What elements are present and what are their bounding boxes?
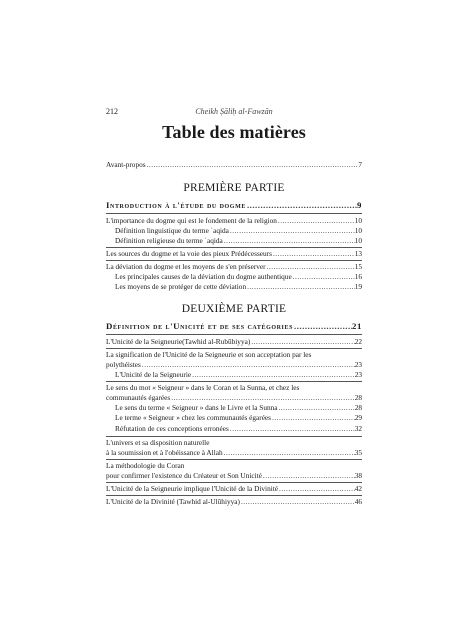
chapter-page: 21	[352, 321, 362, 331]
toc-entry-page: 10	[354, 226, 362, 235]
toc-entry-page: 38	[354, 470, 362, 480]
toc-entry[interactable]	[106, 262, 362, 272]
toc-entry[interactable]	[106, 461, 362, 480]
leader-dots	[223, 236, 355, 246]
leader-dots	[146, 160, 359, 170]
leader-dots	[293, 322, 352, 332]
section-rule	[106, 436, 362, 437]
toc-entry-page: 29	[354, 413, 362, 422]
toc-entry-label: polythéistes	[106, 359, 141, 369]
toc-entry-label: Définition linguistique du terme ʿaqida	[115, 226, 229, 235]
toc-entry[interactable]	[106, 484, 362, 494]
section-rule	[106, 348, 362, 349]
leader-dots	[266, 262, 355, 272]
chapter-heading-1[interactable]	[106, 201, 362, 211]
toc-entry-page: 22	[354, 337, 362, 346]
toc-entry[interactable]	[106, 337, 362, 347]
toc-entry-label-line1: L'univers et sa disposition naturelle	[106, 438, 210, 447]
toc-entry-label: à la soumission et à l'obéissance à Allah	[106, 447, 223, 457]
toc-subentry[interactable]	[115, 282, 362, 292]
toc-subentry[interactable]	[115, 424, 362, 434]
toc-entry-label-line1: La méthodologie du Coran	[106, 461, 185, 470]
toc-entry-label: Le terme « Seigneur » chez les communautés égarées	[115, 413, 272, 422]
toc-entry-page: 23	[354, 359, 362, 369]
toc-entry-label: Les moyens de se protéger de cette déviation	[115, 282, 247, 291]
toc-entry[interactable]	[106, 216, 362, 226]
leader-dots	[271, 413, 355, 423]
toc-entry[interactable]	[106, 249, 362, 259]
part-heading-1: PREMIÈRE PARTIE	[183, 182, 285, 194]
section-rule	[106, 482, 362, 483]
toc-entry-label: Le sens du terme « Seigneur » dans le Livre et la Sunna	[115, 403, 278, 412]
toc-entry-label: Les sources du dogme et la voie des pieux Prédécesseurs	[106, 249, 272, 258]
leader-dots	[229, 424, 355, 434]
toc-entry-label: L'Unicité de la Seigneurie(Tawhid al-Rubūbiyya)	[106, 337, 251, 346]
toc-entry-page: 28	[354, 392, 362, 402]
leader-dots	[278, 484, 355, 494]
toc-subentry[interactable]	[115, 236, 362, 246]
chapter-page: 9	[357, 200, 362, 210]
leader-dots	[250, 337, 354, 347]
toc-entry-label: L'Unicité de la Divinité (Tawhid al-Ulūhiyya)	[106, 497, 240, 506]
toc-entry-foreword[interactable]	[106, 160, 362, 170]
toc-entry-label-line1: La signification de l'Unicité de la Seigneurie et son acceptation par les	[106, 350, 312, 359]
toc-entry-label: communautés égarées	[106, 392, 171, 402]
toc-subentry[interactable]	[115, 272, 362, 282]
toc-subentry[interactable]	[115, 370, 362, 380]
chapter-rule	[106, 334, 362, 335]
toc-entry-label: L'importance du dogme qui est le fondement de la religion	[106, 216, 277, 225]
leader-dots	[170, 393, 354, 403]
toc-entry-page: 28	[354, 403, 362, 412]
leader-dots	[292, 272, 355, 282]
toc-entry[interactable]	[106, 383, 362, 402]
chapter-label: Définition de l'Unicité et de ses catégories	[106, 321, 294, 331]
toc-entry-page: 19	[354, 282, 362, 291]
leader-dots	[272, 249, 355, 259]
toc-entry-page: 15	[354, 262, 362, 271]
section-rule	[106, 495, 362, 496]
toc-subentry[interactable]	[115, 226, 362, 236]
page-title: Table des matières	[162, 122, 306, 142]
toc-entry-label: Avant-propos	[106, 160, 146, 169]
chapter-heading-2[interactable]	[106, 322, 362, 332]
toc-entry-page: 35	[354, 447, 362, 457]
toc-entry-label: Définition religieuse du terme ʿaqida	[115, 236, 223, 245]
leader-dots	[240, 497, 355, 507]
leader-dots	[277, 216, 355, 226]
toc-entry-label-line1: Le sens du mot « Seigneur » dans le Coran et la Sunna, et chez les	[106, 383, 300, 392]
toc-entry-page: 7	[358, 160, 362, 169]
running-header	[106, 107, 362, 119]
toc-entry[interactable]	[106, 497, 362, 507]
section-rule	[106, 459, 362, 460]
toc-entry-page: 23	[354, 370, 362, 379]
toc-entry-page: 32	[354, 424, 362, 433]
toc-entry-label: L'Unicité de la Seigneurie	[115, 370, 192, 379]
section-rule	[106, 381, 362, 382]
toc-entry-label: Les principales causes de la déviation du dogme authentique	[115, 272, 292, 281]
toc-entry-page: 46	[354, 497, 362, 506]
leader-dots	[246, 282, 355, 292]
page-number: 212	[106, 107, 118, 116]
toc-entry-page: 42	[354, 484, 362, 493]
author-name: Cheikh Ṣāliḥ al-Fawzān	[195, 107, 273, 116]
toc-entry-label: La déviation du dogme et les moyens de s'en préserver	[106, 262, 266, 271]
leader-dots	[141, 360, 355, 370]
toc-entry-label: pour confirmer l'existence du Créateur et Son Unicité	[106, 470, 262, 480]
toc-entry-page: 10	[354, 236, 362, 245]
chapter-rule	[106, 213, 362, 214]
leader-dots	[229, 226, 355, 236]
toc-subentry[interactable]	[115, 403, 362, 413]
leader-dots	[278, 403, 355, 413]
leader-dots	[223, 448, 355, 458]
toc-subentry[interactable]	[115, 413, 362, 423]
toc-entry-page: 16	[354, 272, 362, 281]
toc-entry-page: 13	[354, 249, 362, 258]
toc-entry-label: L'Unicité de la Seigneurie implique l'Unicité de la Divinité	[106, 484, 279, 493]
part-heading-2: DEUXIÈME PARTIE	[181, 303, 287, 315]
leader-dots	[191, 370, 355, 380]
toc-entry-page: 10	[354, 216, 362, 225]
toc-entry[interactable]	[106, 350, 362, 369]
section-rule	[106, 247, 362, 248]
leader-dots	[262, 471, 355, 481]
section-rule	[106, 260, 362, 261]
toc-entry[interactable]	[106, 438, 362, 457]
leader-dots	[246, 201, 357, 211]
chapter-label: Introduction à l'étude du dogme	[106, 200, 246, 210]
toc-entry-label: Réfutation de ces conceptions erronées	[115, 424, 229, 433]
